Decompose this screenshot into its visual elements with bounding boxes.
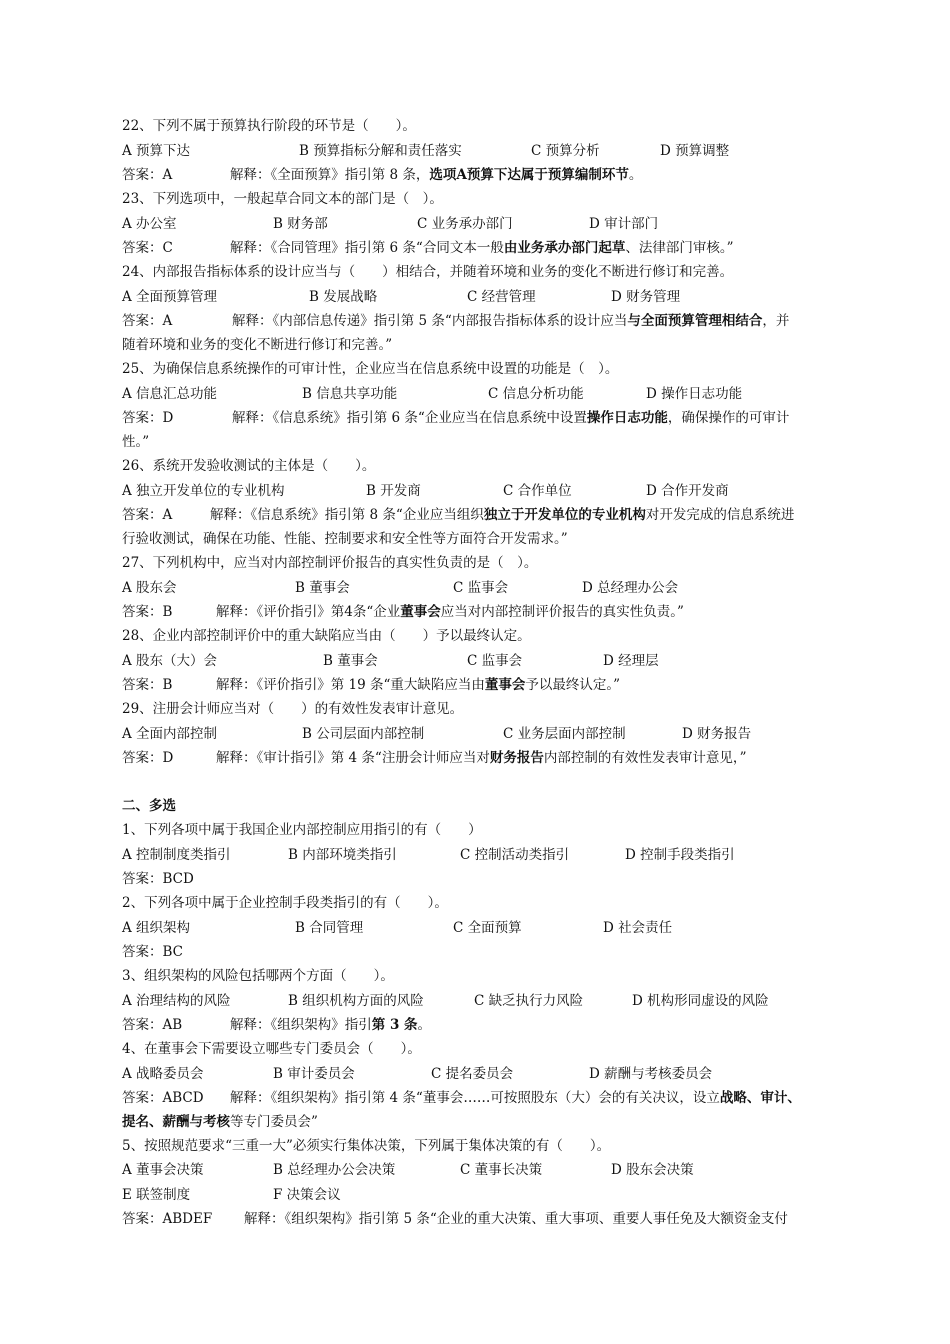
explanation: 解释：《组织架构》指引第 3 条。 bbox=[230, 1017, 432, 1033]
option-d: D 经理层 bbox=[603, 653, 659, 669]
option-b: B 董事会 bbox=[323, 653, 378, 669]
answer: 答案：BCD bbox=[122, 871, 194, 887]
option-d: D 机构形同虚设的风险 bbox=[632, 993, 769, 1009]
option-c: C 信息分析功能 bbox=[488, 386, 584, 402]
option-d: D 社会责任 bbox=[603, 920, 673, 936]
option-e: E 联签制度 bbox=[122, 1187, 191, 1203]
option-a: A 股东会 bbox=[122, 580, 177, 596]
explanation: 解释：《评价指引》第 19 条“重大缺陷应当由董事会予以最终认定。” bbox=[216, 677, 621, 693]
answer: 答案：A bbox=[122, 313, 173, 329]
question-26: 26、系统开发验收测试的主体是（ ）。 bbox=[122, 458, 376, 474]
option-c: C 监事会 bbox=[453, 580, 509, 596]
option-b: B 公司层面内部控制 bbox=[302, 726, 425, 742]
option-a: A 信息汇总功能 bbox=[122, 386, 218, 402]
option-d: D 审计部门 bbox=[589, 216, 659, 232]
explanation: 解释：《信息系统》指引第 6 条“企业应当在信息系统中设置操作日志功能，确保操作的可审计 bbox=[232, 410, 790, 426]
multi-question-4: 4、在董事会下需要设立哪些专门委员会（ ）。 bbox=[122, 1041, 421, 1057]
option-d: D 薪酬与考核委员会 bbox=[589, 1066, 713, 1082]
option-a: A 全面预算管理 bbox=[122, 289, 218, 305]
multi-question-5: 5、按照规范要求“三重一大”必须实行集体决策，下列属于集体决策的有（ ）。 bbox=[122, 1138, 611, 1154]
option-d: D 财务报告 bbox=[682, 726, 752, 742]
answer: 答案：ABDEF bbox=[122, 1211, 213, 1227]
option-c: C 监事会 bbox=[467, 653, 523, 669]
explanation-continued: 性。” bbox=[122, 434, 150, 450]
option-b: B 开发商 bbox=[366, 483, 421, 499]
option-b: B 组织机构方面的风险 bbox=[288, 993, 424, 1009]
answer: 答案：B bbox=[122, 677, 173, 693]
option-c: C 预算分析 bbox=[531, 143, 600, 159]
answer: 答案：D bbox=[122, 410, 174, 426]
answer: 答案：B bbox=[122, 604, 173, 620]
answer: 答案：AB bbox=[122, 1017, 183, 1033]
explanation: 解释：《审计指引》第 4 条“注册会计师应当对财务报告内部控制的有效性发表审计意见，” bbox=[216, 750, 747, 766]
option-b: B 预算指标分解和责任落实 bbox=[299, 143, 462, 159]
option-d: D 合作开发商 bbox=[646, 483, 729, 499]
option-b: B 财务部 bbox=[273, 216, 328, 232]
answer: 答案：BC bbox=[122, 944, 184, 960]
option-c: C 业务层面内部控制 bbox=[503, 726, 626, 742]
option-f: F 决策会议 bbox=[273, 1187, 341, 1203]
explanation: 解释：《合同管理》指引第 6 条“合同文本一般由业务承办部门起草、法律部门审核。” bbox=[230, 240, 734, 256]
question-29: 29、注册会计师应当对（ ）的有效性发表审计意见。 bbox=[122, 701, 464, 717]
option-b: B 信息共享功能 bbox=[302, 386, 398, 402]
option-c: C 全面预算 bbox=[453, 920, 522, 936]
option-c: C 董事长决策 bbox=[460, 1162, 543, 1178]
option-a: A 董事会决策 bbox=[122, 1162, 204, 1178]
option-b: B 发展战略 bbox=[309, 289, 378, 305]
section-heading: 二、多选 bbox=[122, 798, 176, 814]
option-a: A 控制制度类指引 bbox=[122, 847, 231, 863]
option-b: B 总经理办公会决策 bbox=[273, 1162, 396, 1178]
explanation: 解释：《评价指引》第4条“企业董事会应当对内部控制评价报告的真实性负责。” bbox=[216, 604, 684, 620]
option-c: C 控制活动类指引 bbox=[460, 847, 570, 863]
option-c: C 经营管理 bbox=[467, 289, 536, 305]
answer: 答案：A bbox=[122, 507, 173, 523]
option-d: D 财务管理 bbox=[611, 289, 681, 305]
option-b: B 董事会 bbox=[295, 580, 350, 596]
question-25: 25、为确保信息系统操作的可审计性，企业应当在信息系统中设置的功能是（ ）。 bbox=[122, 361, 619, 377]
question-22: 22、下列不属于预算执行阶段的环节是（ ）。 bbox=[122, 118, 416, 134]
option-a: A 治理结构的风险 bbox=[122, 993, 231, 1009]
option-c: C 提名委员会 bbox=[431, 1066, 514, 1082]
option-b: B 审计委员会 bbox=[273, 1066, 355, 1082]
question-27: 27、下列机构中，应当对内部控制评价报告的真实性负责的是（ ）。 bbox=[122, 555, 538, 571]
answer: 答案：C bbox=[122, 240, 173, 256]
explanation: 解释：《全面预算》指引第 8 条，选项A预算下达属于预算编制环节。 bbox=[230, 167, 643, 183]
answer: 答案：D bbox=[122, 750, 174, 766]
explanation-continued: 行验收测试，确保在功能、性能、控制要求和安全性等方面符合开发需求。” bbox=[122, 531, 568, 547]
option-a: A 股东（大）会 bbox=[122, 653, 218, 669]
multi-question-2: 2、下列各项中属于企业控制手段类指引的有（ ）。 bbox=[122, 895, 448, 911]
option-d: D 总经理办公会 bbox=[582, 580, 679, 596]
explanation: 解释：《组织架构》指引第 4 条“董事会……可按照股东（大）会的有关决议，设立战略、审计、 bbox=[230, 1090, 801, 1106]
option-a: A 组织架构 bbox=[122, 920, 191, 936]
explanation: 解释：《信息系统》指引第 8 条“企业应当组织独立于开发单位的专业机构对开发完成的信息系统进 bbox=[210, 507, 795, 523]
option-d: D 预算调整 bbox=[660, 143, 730, 159]
option-d: D 操作日志功能 bbox=[646, 386, 743, 402]
question-28: 28、企业内部控制评价中的重大缺陷应当由（ ）予以最终认定。 bbox=[122, 628, 531, 644]
explanation-continued: 提名、薪酬与考核等专门委员会” bbox=[122, 1114, 318, 1130]
explanation-continued: 随着环境和业务的变化不断进行修订和完善。” bbox=[122, 337, 393, 353]
question-23: 23、下列选项中，一般起草合同文本的部门是（ ）。 bbox=[122, 191, 443, 207]
question-24: 24、内部报告指标体系的设计应当与（ ）相结合，并随着环境和业务的变化不断进行修订和完善。 bbox=[122, 264, 734, 280]
explanation: 解释：《组织架构》指引第 5 条“企业的重大决策、重大事项、重要人事任免及大额资金支付 bbox=[244, 1211, 788, 1227]
answer: 答案：ABCD bbox=[122, 1090, 204, 1106]
option-c: C 合作单位 bbox=[503, 483, 572, 499]
option-c: C 业务承办部门 bbox=[417, 216, 513, 232]
option-d: D 股东会决策 bbox=[611, 1162, 694, 1178]
option-a: A 独立开发单位的专业机构 bbox=[122, 483, 285, 499]
option-b: B 合同管理 bbox=[295, 920, 364, 936]
multi-question-1: 1、下列各项中属于我国企业内部控制应用指引的有（ ） bbox=[122, 822, 482, 838]
option-d: D 控制手段类指引 bbox=[625, 847, 735, 863]
answer: 答案：A bbox=[122, 167, 173, 183]
option-b: B 内部环境类指引 bbox=[288, 847, 397, 863]
option-a: A 预算下达 bbox=[122, 143, 191, 159]
option-a: A 办公室 bbox=[122, 216, 177, 232]
multi-question-3: 3、组织架构的风险包括哪两个方面（ ）。 bbox=[122, 968, 394, 984]
option-c: C 缺乏执行力风险 bbox=[474, 993, 584, 1009]
option-a: A 战略委员会 bbox=[122, 1066, 204, 1082]
explanation: 解释：《内部信息传递》指引第 5 条“内部报告指标体系的设计应当与全面预算管理相结合，并 bbox=[232, 313, 790, 329]
option-a: A 全面内部控制 bbox=[122, 726, 218, 742]
